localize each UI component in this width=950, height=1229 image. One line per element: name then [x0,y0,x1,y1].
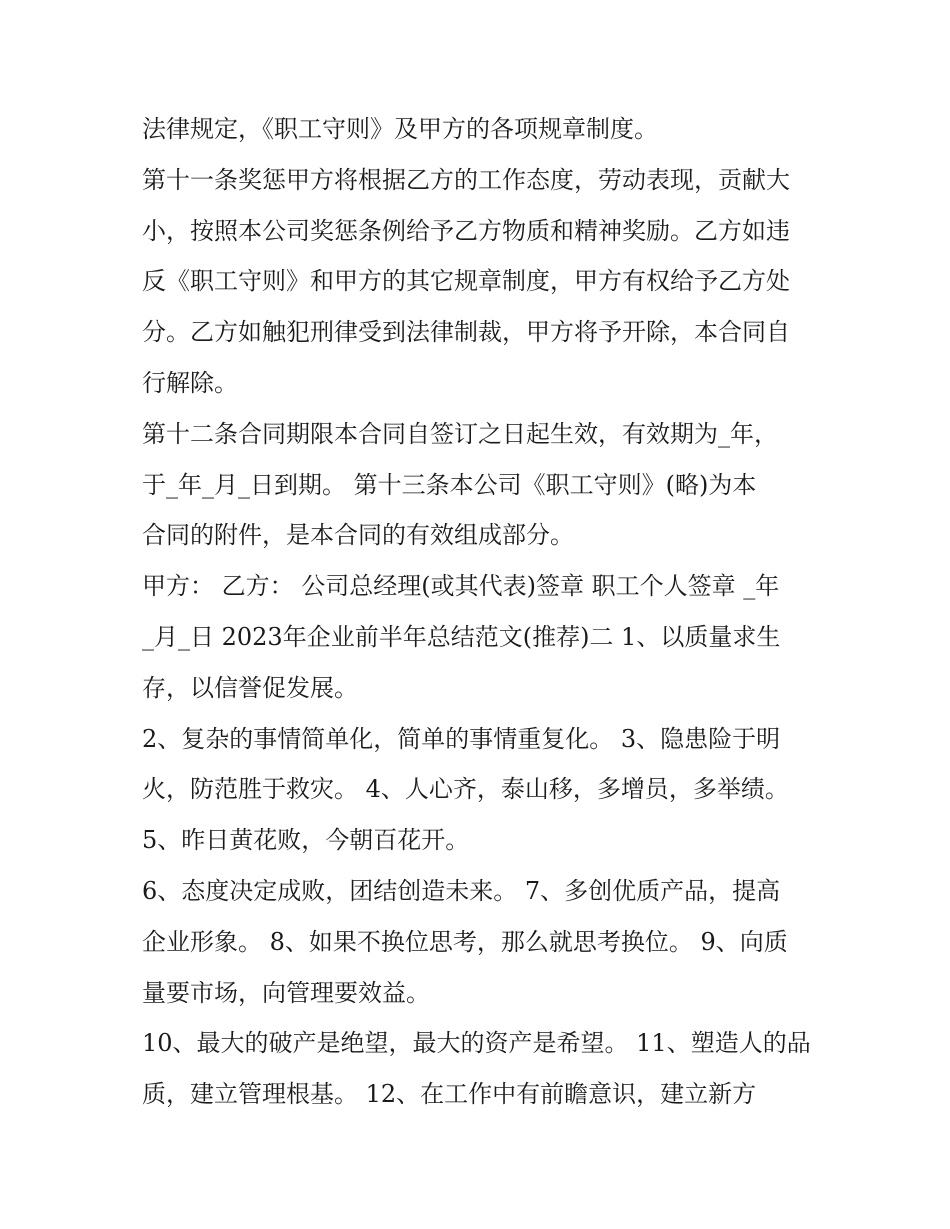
text-line: 6、态度决定成败，团结创造未来。 7、多创优质产品，提高 [142,876,781,905]
text-line: 质，建立管理根基。 12、在工作中有前瞻意识，建立新方 [142,1080,757,1109]
text-line: 反《职工守则》和甲方的其它规章制度，甲方有权给予乙方处 [142,267,790,296]
text-line: 分。乙方如触犯刑律受到法律制裁，甲方将予开除，本合同自 [142,318,790,347]
text-line: 量要市场，向管理要效益。 [142,978,430,1007]
text-line: 存，以信誉促发展。 [142,673,358,702]
text-line: 合同的附件，是本合同的有效组成部分。 [142,521,574,550]
text-line: 第十一条奖惩甲方将根据乙方的工作态度，劳动表现，贡献大 [142,165,790,194]
text-line: 甲方： 乙方： 公司总经理(或其代表)签章 职工个人签章 _年 [142,572,780,601]
text-line: 于_年_月_日到期。 第十三条本公司《职工守则》(略)为本 [142,470,757,499]
text-line: 火，防范胜于救灾。 4、人心齐，泰山移，多增员，多举绩。 [142,775,789,804]
text-line: 法律规定，《职工守则》及甲方的各项规章制度。 [142,115,658,143]
text-line: 行解除。 [142,368,238,397]
document-body [142,104,832,1120]
text-line: 2、复杂的事情简单化，简单的事情重复化。 3、隐患险于明 [142,724,781,753]
text-line: 10、最大的破产是绝望，最大的资产是希望。 11、塑造人的品 [142,1029,811,1058]
text-line: 5、昨日黄花败，今朝百花开。 [142,826,470,855]
text-line: 第十二条合同期限本合同自签订之日起生效，有效期为_年， [142,419,778,448]
text-line: 企业形象。 8、如果不换位思考，那么就思考换位。 9、向质 [142,927,788,956]
text-line: _月_日 2023年企业前半年总结范文(推荐)二 1、以质量求生 [142,622,781,651]
text-line: 小，按照本公司奖惩条例给予乙方物质和精神奖励。乙方如违 [142,216,790,245]
